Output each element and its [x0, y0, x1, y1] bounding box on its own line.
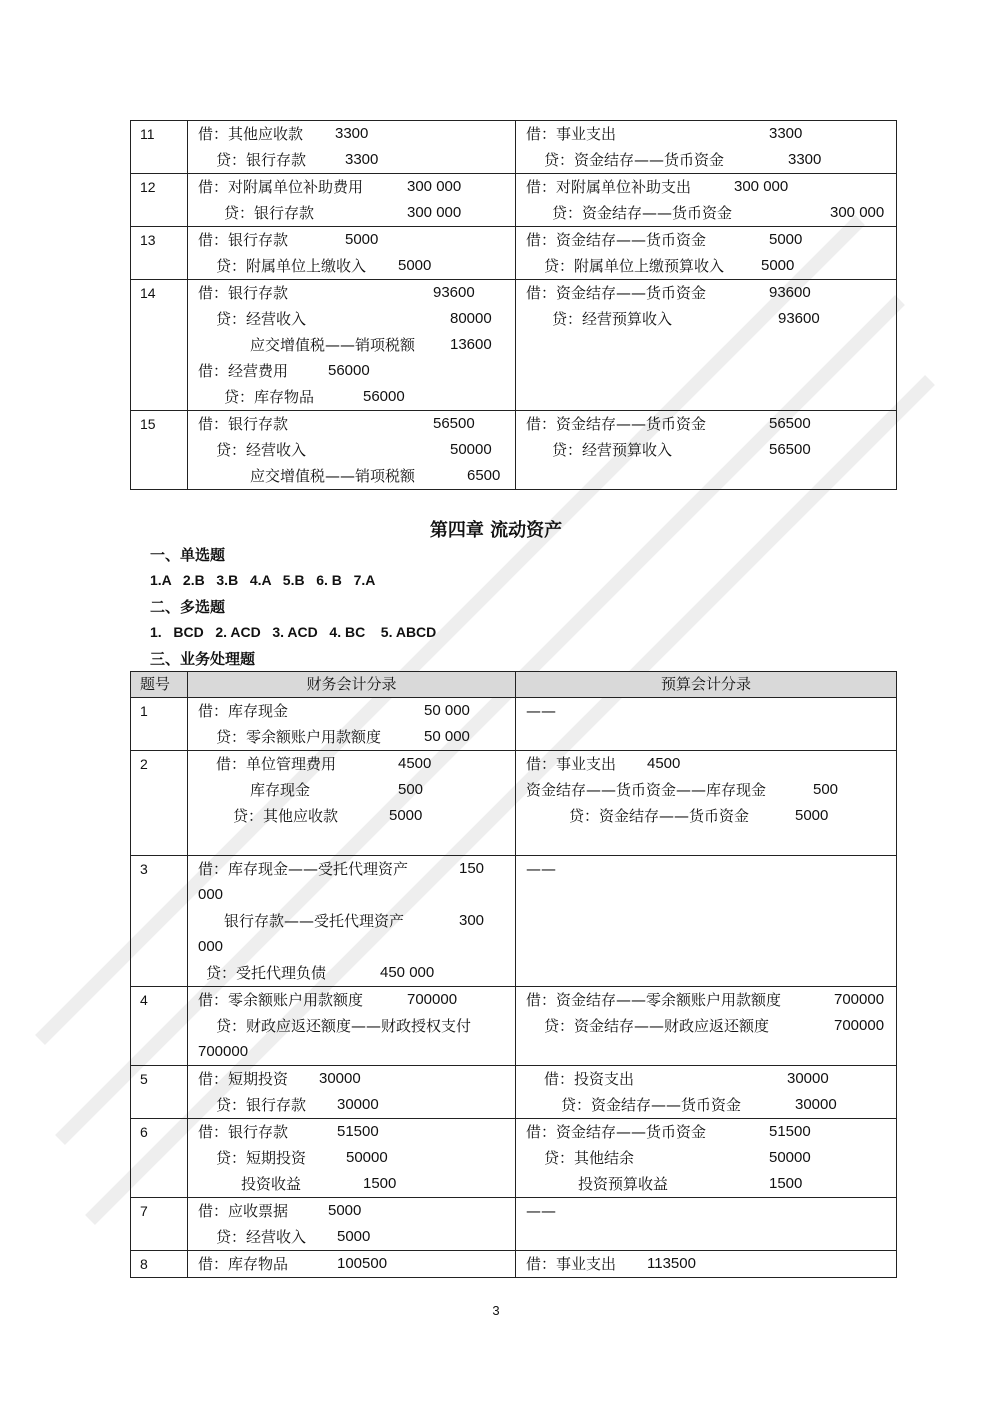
entry-line [516, 306, 896, 332]
amount: 56000 [363, 388, 405, 405]
entry-line [188, 200, 515, 226]
account-name: 借：银行存款 [198, 415, 289, 433]
account-name: 银行存款——受托代理资产 [224, 912, 405, 930]
amount: 300 000 [830, 204, 885, 221]
amount: 5000 [761, 257, 795, 274]
entry-line [188, 1198, 515, 1224]
account-name: 借：资金结存——货币资金 [526, 1123, 707, 1141]
account-name: 借：应收票据 [198, 1202, 289, 1220]
entry-line [516, 200, 896, 226]
financial-entry-cell [188, 1119, 516, 1198]
question-number: 1 [131, 698, 188, 751]
account-name: 借：资金结存——货币资金 [526, 415, 707, 433]
entry-line [188, 987, 515, 1013]
amount: 3300 [335, 125, 369, 142]
account-name: 贷：经营预算收入 [552, 441, 673, 459]
question-number: 5 [131, 1066, 188, 1119]
account-name: 贷：经营收入 [216, 310, 307, 328]
amount: 56500 [433, 415, 475, 432]
financial-entry-cell [188, 1251, 516, 1278]
entry-line [516, 777, 896, 803]
amount: 5000 [389, 807, 423, 824]
account-name: 借：资金结存——货币资金 [526, 231, 707, 249]
amount: 93600 [433, 284, 475, 301]
financial-entry-cell [188, 751, 516, 856]
entry-line [188, 777, 515, 803]
entry-line [188, 856, 515, 882]
budget-entry-cell [516, 1066, 897, 1119]
amount: 500 [398, 781, 424, 798]
account-name: 借：库存现金 [198, 702, 289, 720]
table-row [131, 280, 897, 411]
entry-line [188, 1092, 515, 1118]
account-name: —— [526, 702, 556, 720]
page-number: 3 [492, 1303, 500, 1318]
entry-line [516, 174, 896, 200]
entry-line [516, 253, 896, 279]
entry-line [188, 960, 515, 986]
budget-entry-cell [516, 856, 897, 987]
amount: 6500 [467, 467, 501, 484]
entry-line [516, 1092, 896, 1118]
section-heading-business: 三、业务处理题 [150, 650, 256, 668]
amount: 4500 [647, 755, 681, 772]
ledger-table-top [130, 120, 897, 490]
answers-single-choice: 1.A 2.B 3.B 4.A 5.B 6. B 7.A [150, 572, 376, 588]
entry-line [188, 384, 515, 410]
question-number: 3 [131, 856, 188, 987]
budget-entry-cell [516, 174, 897, 227]
question-number: 4 [131, 987, 188, 1066]
entry-line [516, 1066, 896, 1092]
budget-entry-cell [516, 1198, 897, 1251]
amount: 300 000 [407, 178, 462, 195]
question-number: 13 [131, 227, 188, 280]
account-name: 借：事业支出 [526, 755, 617, 773]
account-name: 贷：资金结存——货币资金 [561, 1096, 742, 1114]
entry-line [188, 1066, 515, 1092]
account-name: 借：银行存款 [198, 284, 289, 302]
amount: 93600 [769, 284, 811, 301]
table-row [131, 856, 897, 987]
account-name: 贷：银行存款 [216, 1096, 307, 1114]
amount: 5000 [769, 231, 803, 248]
account-name: 应交增值税——销项税额 [250, 467, 416, 485]
account-name: —— [526, 1202, 556, 1220]
account-name: 借：银行存款 [198, 231, 289, 249]
amount: 450 000 [380, 964, 435, 981]
question-number: 11 [131, 121, 188, 174]
account-name: 贷：资金结存——货币资金 [552, 204, 733, 222]
amount: 5000 [398, 257, 432, 274]
budget-entry-cell [516, 121, 897, 174]
account-name: 贷：零余额账户用款额度 [216, 728, 382, 746]
question-number: 2 [131, 751, 188, 856]
amount: 13600 [450, 336, 492, 353]
account-name: 借：零余额账户用款额度 [198, 991, 364, 1009]
entry-line [516, 856, 896, 882]
entry-line [188, 724, 515, 750]
amount: 30000 [787, 1070, 829, 1087]
account-name: 借：单位管理费用 [216, 755, 337, 773]
account-name: 贷：附属单位上缴收入 [216, 257, 367, 275]
question-number: 12 [131, 174, 188, 227]
financial-entry-cell [188, 856, 516, 987]
budget-entry-cell [516, 987, 897, 1066]
amount: 50000 [346, 1149, 388, 1166]
header-financial-entry: 财务会计分录 [188, 672, 516, 698]
entry-line [516, 437, 896, 463]
account-name: —— [526, 860, 556, 878]
financial-entry-cell [188, 1066, 516, 1119]
amount: 56500 [769, 415, 811, 432]
amount: 50 000 [424, 728, 470, 745]
account-name: 借：库存现金——受托代理资产 [198, 860, 409, 878]
budget-entry-cell [516, 280, 897, 411]
table-row [131, 1066, 897, 1119]
entry-line [188, 1039, 515, 1065]
amount: 113500 [647, 1255, 696, 1272]
amount: 1500 [363, 1175, 397, 1192]
financial-entry-cell [188, 227, 516, 280]
amount: 300 [459, 912, 485, 929]
entry-line [188, 1013, 515, 1039]
account-name: 贷：资金结存——财政应返还额度 [544, 1017, 770, 1035]
amount: 50000 [450, 441, 492, 458]
section-heading-multi-choice: 二、多选题 [150, 598, 226, 616]
budget-entry-cell [516, 751, 897, 856]
entry-line [188, 358, 515, 384]
answers-multi-choice: 1. BCD 2. ACD 3. ACD 4. BC 5. ABCD [150, 624, 437, 640]
amount: 5000 [345, 231, 379, 248]
account-name: 贷：财政应返还额度——财政授权支付 [216, 1017, 472, 1035]
entry-line [188, 1171, 515, 1197]
entry-line [516, 1013, 896, 1039]
amount: 700000 [198, 1043, 249, 1060]
account-name: 贷：资金结存——货币资金 [569, 807, 750, 825]
entry-line [188, 280, 515, 306]
account-name: 贷：资金结存——货币资金 [544, 151, 725, 169]
financial-entry-cell [188, 411, 516, 490]
account-name: 贷：其他应收款 [233, 807, 339, 825]
amount: 30000 [337, 1096, 379, 1113]
ledger-table-main [130, 671, 897, 1278]
entry-line [516, 121, 896, 147]
entry-line [516, 280, 896, 306]
entry-line [188, 411, 515, 437]
amount: 5000 [328, 1202, 362, 1219]
account-name: 借：其他应收款 [198, 125, 304, 143]
amount: 50 000 [424, 702, 470, 719]
entry-line [188, 1119, 515, 1145]
table-row [131, 121, 897, 174]
account-name: 借：经营费用 [198, 362, 289, 380]
amount: 700000 [407, 991, 458, 1008]
budget-entry-cell [516, 698, 897, 751]
table-row [131, 698, 897, 751]
amount: 50000 [769, 1149, 811, 1166]
account-name: 贷：银行存款 [216, 151, 307, 169]
amount: 500 [813, 781, 839, 798]
entry-line [188, 147, 515, 173]
account-name: 借：事业支出 [526, 1255, 617, 1273]
table-row [131, 174, 897, 227]
entry-line [188, 803, 515, 829]
amount: 150 [459, 860, 485, 877]
entry-line [188, 253, 515, 279]
entry-line [516, 1119, 896, 1145]
table-row [131, 1119, 897, 1198]
entry-line [516, 987, 896, 1013]
amount: 000 [198, 938, 224, 955]
entry-line [188, 306, 515, 332]
account-name: 贷：经营收入 [216, 441, 307, 459]
account-name: 借：资金结存——货币资金 [526, 284, 707, 302]
entry-line [516, 803, 896, 829]
amount: 3300 [788, 151, 822, 168]
amount: 51500 [769, 1123, 811, 1140]
account-name: 贷：受托代理负债 [206, 964, 327, 982]
budget-entry-cell [516, 1251, 897, 1278]
entry-line [188, 751, 515, 777]
account-name: 资金结存——货币资金——库存现金 [526, 781, 767, 799]
amount: 30000 [319, 1070, 361, 1087]
entry-line [188, 332, 515, 358]
entry-line [516, 1198, 896, 1224]
amount: 56500 [769, 441, 811, 458]
entry-line [188, 934, 515, 960]
account-name: 借：短期投资 [198, 1070, 289, 1088]
entry-line [188, 698, 515, 724]
financial-entry-cell [188, 280, 516, 411]
account-name: 借：银行存款 [198, 1123, 289, 1141]
entry-line [188, 908, 515, 934]
account-name: 贷：短期投资 [216, 1149, 307, 1167]
header-budget-entry: 预算会计分录 [516, 672, 897, 698]
question-number: 8 [131, 1251, 188, 1278]
account-name: 贷：经营收入 [216, 1228, 307, 1246]
amount: 5000 [795, 807, 829, 824]
entry-line [188, 174, 515, 200]
account-name: 贷：附属单位上缴预算收入 [544, 257, 725, 275]
account-name: 借：投资支出 [544, 1070, 635, 1088]
table-header-row [131, 672, 897, 698]
entry-line [516, 1251, 896, 1277]
entry-line [188, 227, 515, 253]
question-number: 7 [131, 1198, 188, 1251]
entry-line [188, 463, 515, 489]
account-name: 库存现金 [250, 781, 311, 799]
entry-line [516, 411, 896, 437]
entry-line [516, 1171, 896, 1197]
entry-line [188, 882, 515, 908]
table-row [131, 1251, 897, 1278]
account-name: 贷：库存物品 [224, 388, 315, 406]
question-number: 15 [131, 411, 188, 490]
entry-line [516, 147, 896, 173]
amount: 56000 [328, 362, 370, 379]
amount: 300 000 [407, 204, 462, 221]
budget-entry-cell [516, 411, 897, 490]
amount: 80000 [450, 310, 492, 327]
account-name: 借：库存物品 [198, 1255, 289, 1273]
entry-line [188, 437, 515, 463]
amount: 000 [198, 886, 224, 903]
amount: 700000 [834, 991, 885, 1008]
section-heading-single-choice: 一、单选题 [150, 546, 226, 564]
amount: 93600 [778, 310, 820, 327]
entry-line [188, 121, 515, 147]
account-name: 借：资金结存——零余额账户用款额度 [526, 991, 782, 1009]
amount: 3300 [345, 151, 379, 168]
account-name: 贷：银行存款 [224, 204, 315, 222]
table-row [131, 987, 897, 1066]
account-name: 借：对附属单位补助支出 [526, 178, 692, 196]
amount: 700000 [834, 1017, 885, 1034]
entry-line [188, 1224, 515, 1250]
entry-line [516, 227, 896, 253]
amount: 4500 [398, 755, 432, 772]
budget-entry-cell [516, 1119, 897, 1198]
table-row [131, 411, 897, 490]
table-row [131, 751, 897, 856]
account-name: 投资收益 [241, 1175, 302, 1193]
question-number: 6 [131, 1119, 188, 1198]
account-name: 应交增值税——销项税额 [250, 336, 416, 354]
budget-entry-cell [516, 227, 897, 280]
account-name: 借：事业支出 [526, 125, 617, 143]
header-question-no: 题号 [131, 672, 188, 698]
table-row [131, 227, 897, 280]
entry-line [516, 1145, 896, 1171]
chapter-title: 第四章 流动资产 [429, 520, 563, 541]
amount: 1500 [769, 1175, 803, 1192]
entry-line [516, 751, 896, 777]
amount: 30000 [795, 1096, 837, 1113]
amount: 3300 [769, 125, 803, 142]
table-row [131, 1198, 897, 1251]
amount: 100500 [337, 1255, 388, 1272]
financial-entry-cell [188, 698, 516, 751]
amount: 51500 [337, 1123, 379, 1140]
account-name: 贷：经营预算收入 [552, 310, 673, 328]
financial-entry-cell [188, 987, 516, 1066]
amount: 300 000 [734, 178, 789, 195]
financial-entry-cell [188, 174, 516, 227]
account-name: 投资预算收益 [578, 1175, 669, 1193]
question-number: 14 [131, 280, 188, 411]
account-name: 借：对附属单位补助费用 [198, 178, 364, 196]
account-name: 贷：其他结余 [544, 1149, 635, 1167]
financial-entry-cell [188, 1198, 516, 1251]
financial-entry-cell [188, 121, 516, 174]
entry-line [188, 1251, 515, 1277]
amount: 5000 [337, 1228, 371, 1245]
entry-line [516, 698, 896, 724]
entry-line [188, 1145, 515, 1171]
